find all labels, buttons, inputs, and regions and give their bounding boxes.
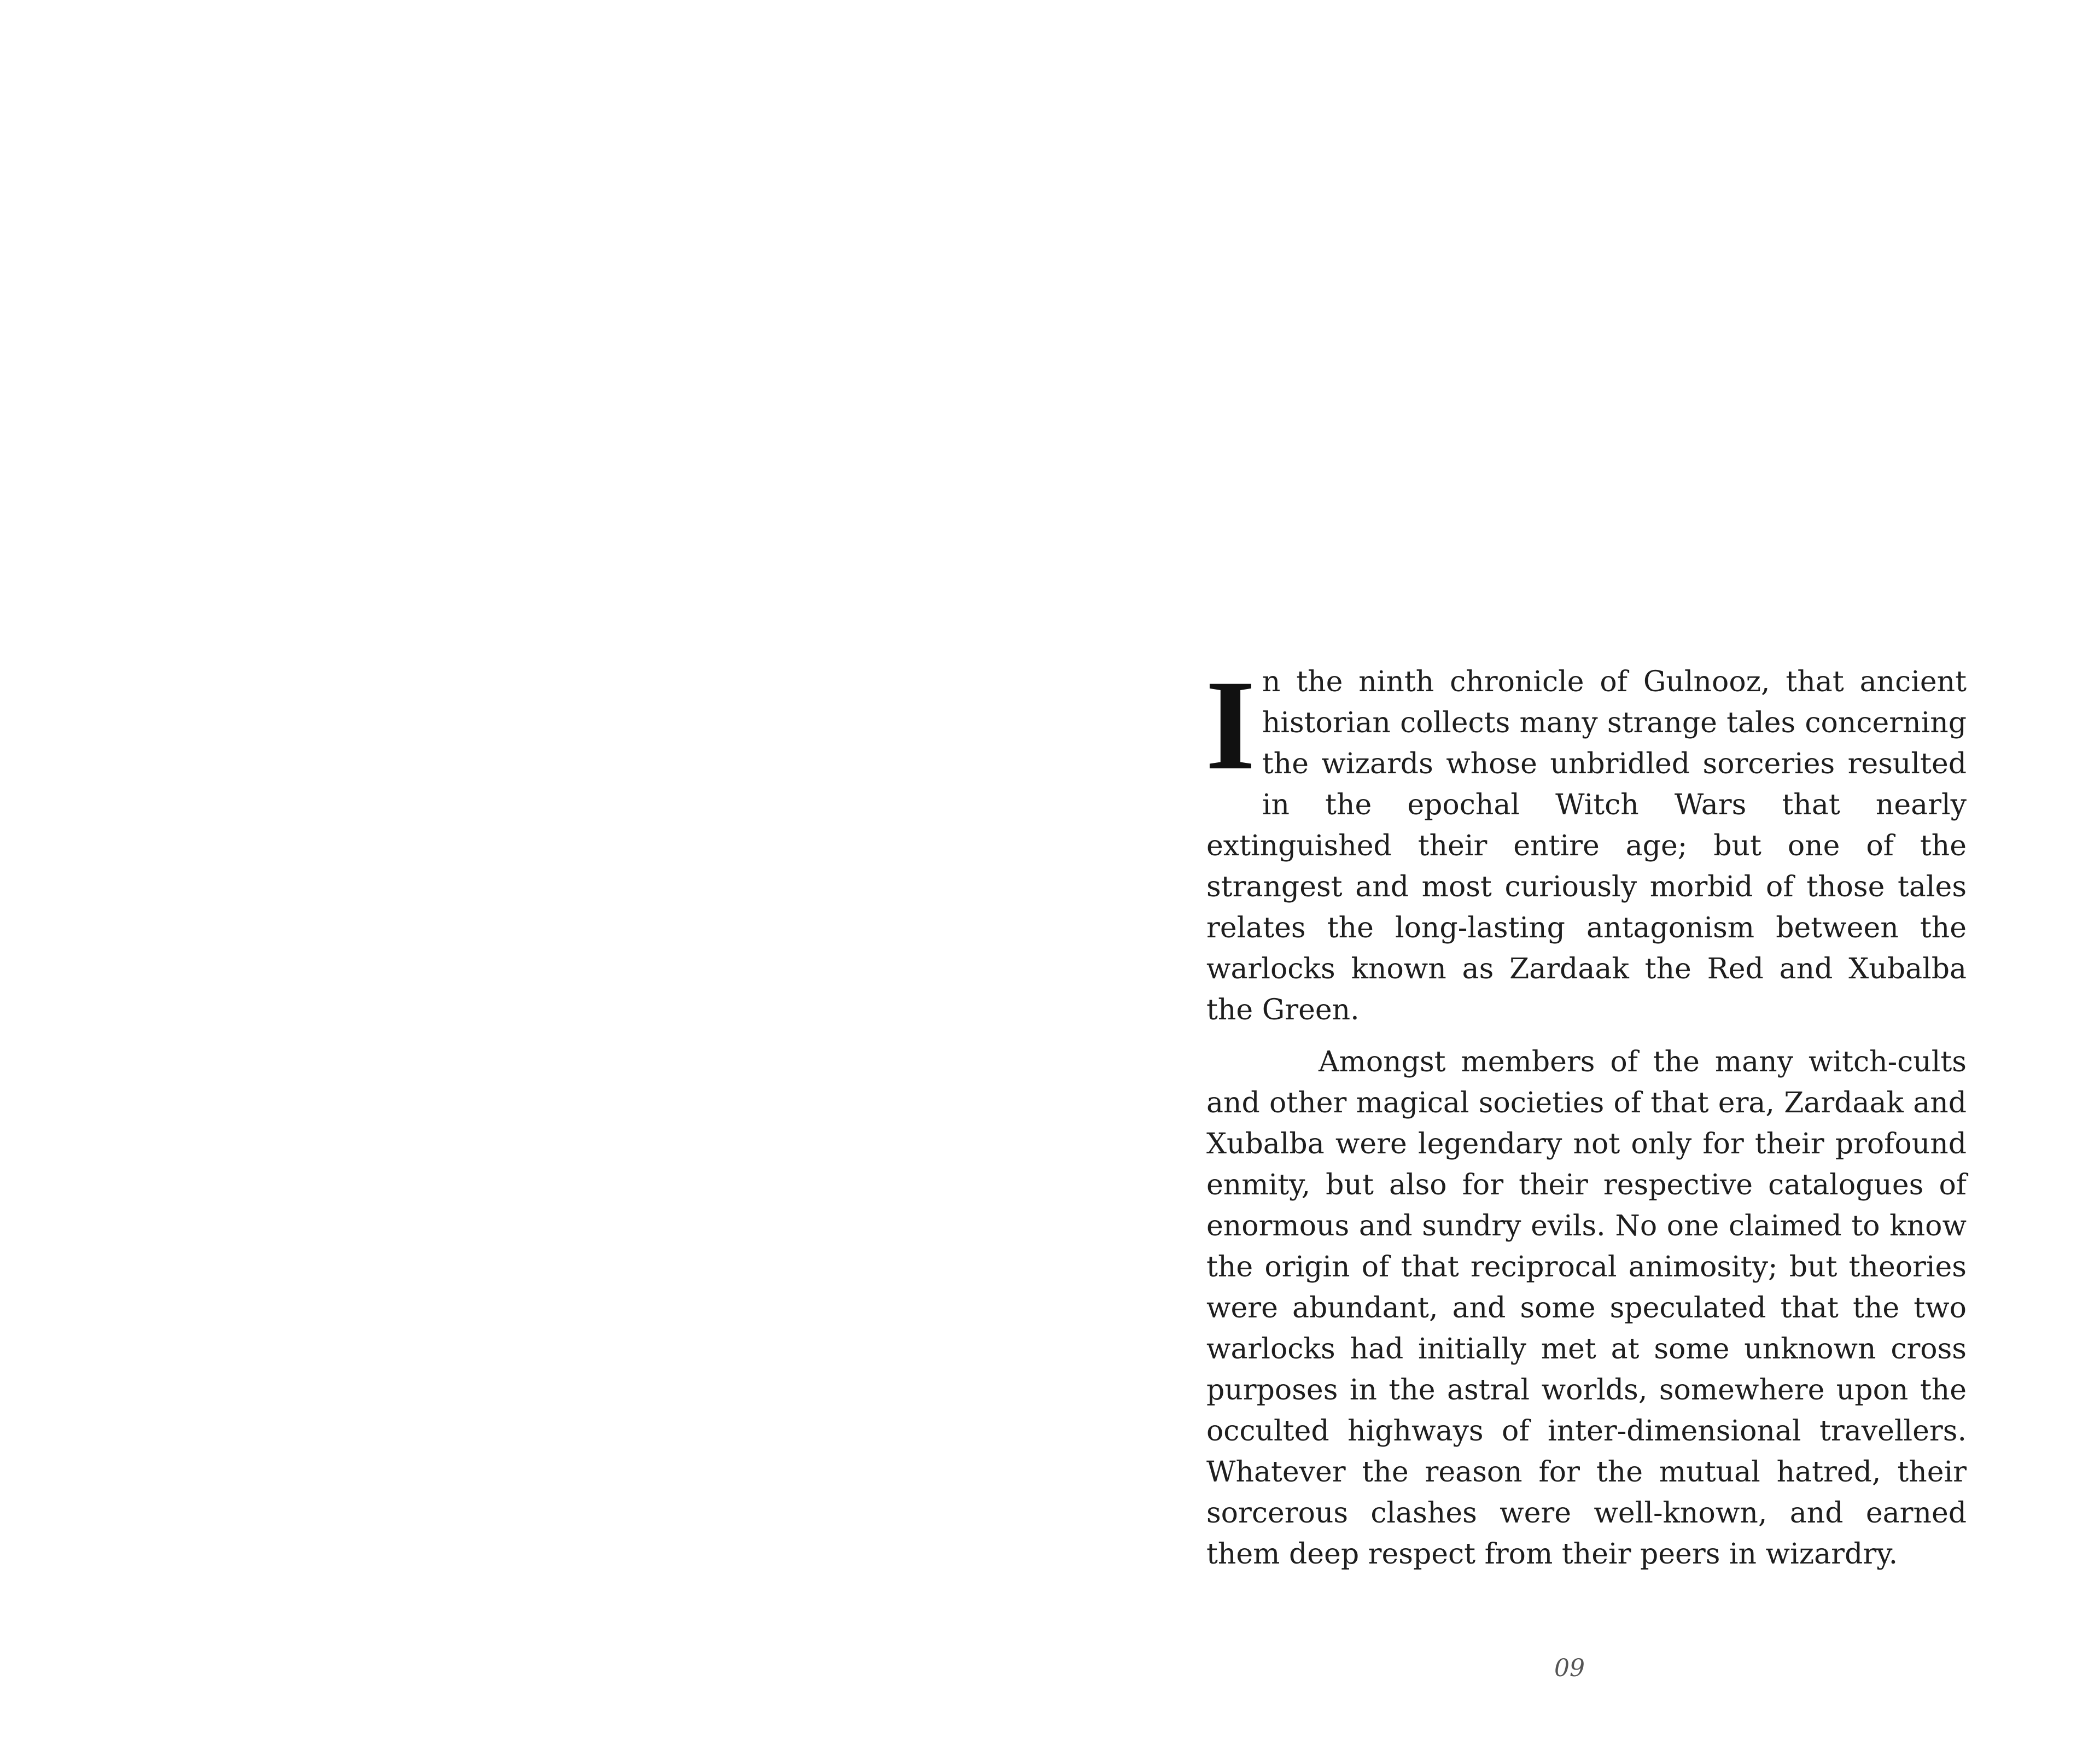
page-number: 09 — [1554, 1654, 1585, 1682]
drop-cap: I — [1205, 654, 1256, 797]
body-text — [1205, 654, 1967, 1575]
paragraph-2: Amongst members of the many witch-cults and other magical societies of that era, Zardaak and Xubalba were legendary not only for their profound enmity, but also for their respective catalogues of enormous and sundry evils. No one claimed to know the origin of that reciprocal animosity; but theories were abundant, and some speculated that the two warlocks had initially met at some unknown cross purposes in the astral worlds, somewhere upon the occulted highways of inter-dimensional travellers. Whatever the reason for the mutual hatred, their sorcerous clashes were well-known, and earned them deep respect from their peers in wizardry. — [1206, 1046, 1967, 1571]
right-page — [1050, 0, 2100, 1750]
paragraph-1-text: n the ninth chronicle of Gulnooz, that ancient historian collects many strange tales concerning the wizards whose unbridled sorceries resulted in the epochal Witch Wars that nearly extinguished their entire age; but one of the strangest and most curiously morbid of those tales relates the long-lasting antagonism between the warlocks known as Zardaak the Red and Xubalba the Green. — [1206, 666, 1967, 1026]
paragraph-1 — [1205, 654, 1967, 1031]
